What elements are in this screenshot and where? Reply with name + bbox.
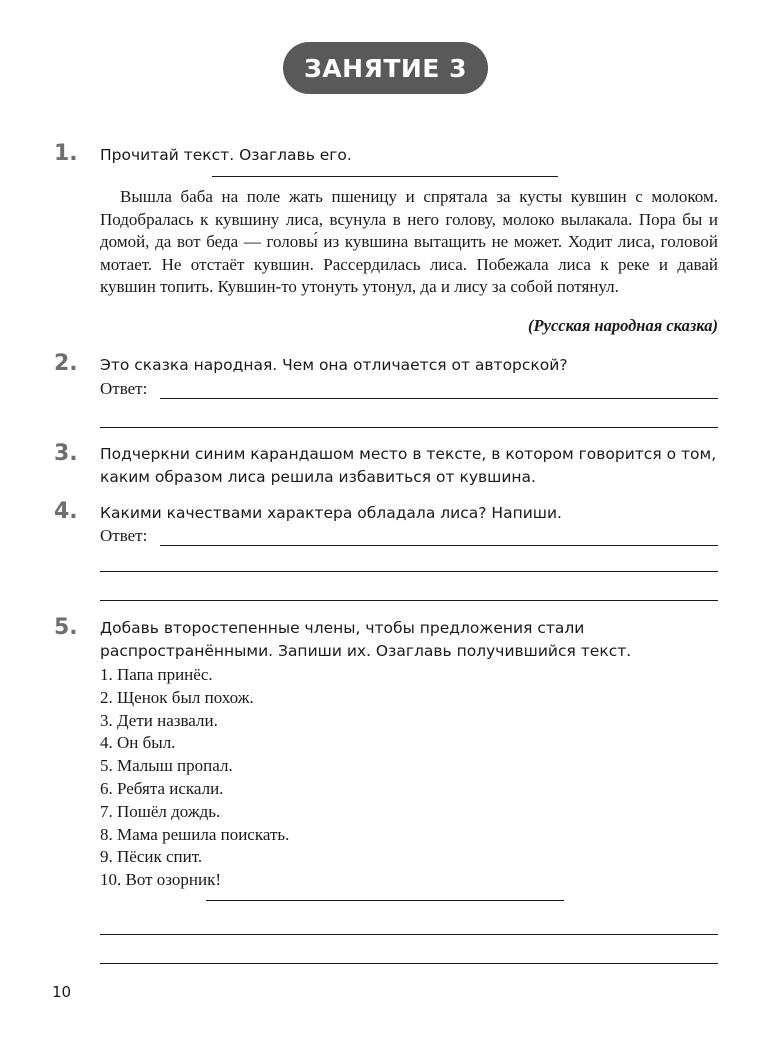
task-text-3: Подчеркни синим карандашом место в тексте, в котором говорится о том, каким образом лиса решила избавиться от кувшина. xyxy=(100,445,717,486)
sentence-item: 6. Ребята искали. xyxy=(100,778,224,798)
answer-line[interactable] xyxy=(100,934,718,935)
task-text-4: Какими качествами характера обладала лиса? Напиши. xyxy=(100,504,562,522)
lesson-title-badge xyxy=(283,42,488,94)
task-number-1: 1. xyxy=(54,141,78,166)
sentence-item: 2. Щенок был похож. xyxy=(100,687,254,707)
sentence-item: 1. Папа принёс. xyxy=(100,665,213,684)
sentence-item: 7. Пошёл дождь. xyxy=(100,801,221,821)
answer-label: Ответ: xyxy=(100,379,148,398)
sentence-list xyxy=(100,664,289,892)
title-answer-line[interactable] xyxy=(212,176,558,177)
story-source: (Русская народная сказка) xyxy=(528,316,718,335)
answer-line[interactable] xyxy=(160,398,718,399)
answer-row-2[interactable] xyxy=(100,379,718,401)
answer-label: Ответ: xyxy=(100,526,148,545)
title-answer-line[interactable] xyxy=(206,900,564,901)
lesson-title: ЗАНЯТИЕ 3 xyxy=(304,53,467,83)
sentence-item: 5. Малыш пропал. xyxy=(100,756,233,776)
answer-row-4[interactable] xyxy=(100,526,718,548)
task-text-2: Это сказка народная. Чем она отличается от авторской? xyxy=(100,356,568,374)
answer-line[interactable] xyxy=(100,963,718,964)
sentence-item: 9. Пёсик спит. xyxy=(100,847,203,867)
sentence-item: 3. Дети назвали. xyxy=(100,710,218,730)
sentence-item: 10. Вот озорник! xyxy=(100,870,222,890)
task-number-4: 4. xyxy=(54,499,78,524)
answer-line[interactable] xyxy=(160,545,718,546)
page-number: 10 xyxy=(52,983,72,1001)
task-number-5: 5. xyxy=(54,615,78,640)
task-number-2: 2. xyxy=(54,351,78,376)
sentence-item: 4. Он был. xyxy=(100,733,176,753)
answer-line[interactable] xyxy=(100,571,718,572)
answer-line[interactable] xyxy=(100,427,718,428)
answer-line[interactable] xyxy=(100,600,718,601)
story-text: Вышла баба на поле жать пшеницу и спрятала за кусты кувшин с молоком. Подобралась к кувшину лиса, всунула в него голову, молоко вылакала. Пора бы и домой, да вот беда — головы́ из кувшина вытащить не может. Ходит лиса, головой мотает. Не отстаёт кувшин. Рассердилась лиса. Побежала лиса к реке и давай кувшин топить. Кувшин-то утонуть утонул, да и лису за собой потянул. xyxy=(100,187,718,297)
task-text-5: Добавь второстепенные члены, чтобы предложения стали распространёнными. Запиши их. Озаглавь получившийся текст. xyxy=(100,619,632,660)
task-number-3: 3. xyxy=(54,441,78,466)
task-text-1: Прочитай текст. Озаглавь его. xyxy=(100,146,352,164)
sentence-item: 8. Мама решила поискать. xyxy=(100,824,290,844)
